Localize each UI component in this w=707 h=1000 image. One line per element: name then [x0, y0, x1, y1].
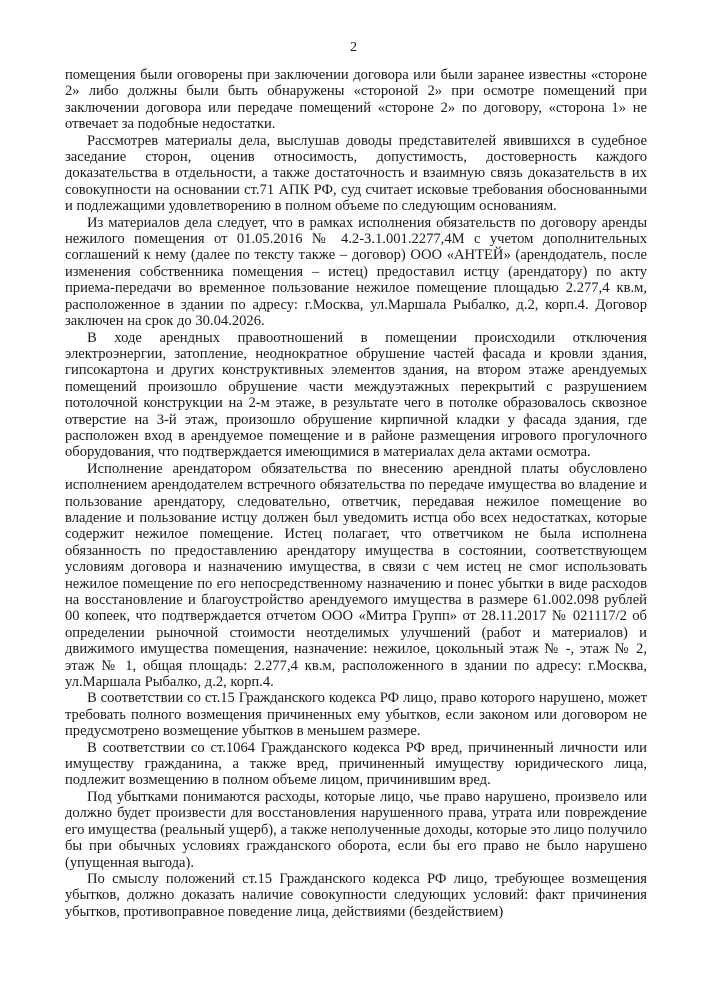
paragraph-burden-of-proof: По смыслу положений ст.15 Гражданского кодекса РФ лицо, требующее возмещения убытков, должно доказать наличие совокупности следующих условий: факт причинения убытков, противоправное поведение лица, действиями (бездействием) [65, 870, 647, 920]
paragraph-court-assessment: Рассмотрев материалы дела, выслушав доводы представителей явившихся в судебное заседание сторон, оценив относимость, допустимость, достоверность каждого доказательства в отдельности, а также достаточность и взаимную связь доказательств в их совокупности на основании ст.71 АПК РФ, суд считает исковые требования обоснованными и подлежащими удовлетворению в полном объеме по следующим основаниям. [65, 132, 647, 215]
paragraph-lease-facts: Из материалов дела следует, что в рамках исполнения обязательств по договору аренды нежилого помещения от 01.05.2016 № 4.2-3.1.001.2277,4М с учетом дополнительных соглашений к нему (далее по тексту также – договор) ООО «АНТЕЙ» (арендодатель, после изменения собственника помещения – истец) предоставил истцу (арендатору) по акту приема-передачи во временное пользование нежилое помещение площадью 2.277,4 кв.м, расположенное в здании по адресу: г.Москва, ул.Маршала Рыбалко, д.2, корп.4. Договор заключен на срок до 30.04.2026. [65, 214, 647, 330]
paragraph-article-1064: В соответствии со ст.1064 Гражданского кодекса РФ вред, причиненный личности или имуществу гражданина, а также вред, причиненный имуществу юридического лица, подлежит возмещению в полном объеме лицом, причинившим вред. [65, 739, 647, 789]
paragraph-losses-definition: Под убытками понимаются расходы, которые лицо, чье право нарушено, произвело или должно будет произвести для восстановления нарушенного права, утрата или повреждение его имущества (реальный ущерб), а также неполученные доходы, которые это лицо получило бы при обычных условиях гражданского оборота, если бы его право не было нарушено (упущенная выгода). [65, 788, 648, 871]
paragraph-continuation: помещения были оговорены при заключении договора или были заранее известны «стороне 2» либо должны были быть обнаружены «стороной 2» при осмотре помещений при заключении договора или передаче помещений «стороне 2» по договору, «сторона 1» не отвечает за подобные недостатки. [65, 67, 647, 133]
document-body [65, 67, 647, 920]
paragraph-building-damage: В ходе арендных правоотношений в помещении происходили отключения электроэнергии, затопление, неоднократное обрушение частей фасада и кровли здания, гипсокартона и других конструктивных элементов здания, на втором этаже арендуемых помещений произошло обрушение части междуэтажных перекрытий с разрушением потолочной конструкции на 2-м этаже, в результате чего в потолке образовалось сквозное отверстие на 3-й этаж, произошло обрушение кирпичной кладки у фасада здания, где расположен вход в арендуемое помещение и в районе размещения игрового прогулочного оборудования, что подтверждается имеющимися в материалах дела актами осмотра. [65, 329, 647, 461]
paragraph-article-15: В соответствии со ст.15 Гражданского кодекса РФ лицо, право которого нарушено, может требовать полного возмещения причиненных ему убытков, если законом или договором не предусмотрено возмещение убытков в меньшем размере. [65, 690, 647, 740]
page-number: 2 [350, 40, 357, 55]
paragraph-lessor-obligation: Исполнение арендатором обязательства по внесению арендной платы обусловлено исполнением арендодателем встречного обязательства по передаче имущества во владение и пользование арендатору, следовательно, ответчик, передавая нежилое помещение во владение и пользование истцу должен был уведомить истца обо всех недостатках, которые содержит нежилое помещение. Истец полагает, что ответчиком не была исполнена обязанность по предоставлению арендатору имущества в состоянии, соответствующем условиям договора и назначению имущества, в связи с чем истец не смог использовать нежилое помещение по его непосредственному назначению и понес убытки в виде расходов на восстановление и благоустройство арендуемого имущества в размере 61.002.098 рублей 00 копеек, что подтверждается отчетом ООО «Митра Групп» от 28.11.2017 № 021117/2 об определении рыночной стоимости неотделимых улучшений (работ и материалов) и движимого имущества помещения, назначение: нежилое, цокольный этаж № -, этаж № 2, этаж № 1, общая площадь: 2.277,4 кв.м, расположенного в здании по адресу: г.Москва, ул.Маршала Рыбалко, д.2, корп.4. [65, 460, 647, 691]
